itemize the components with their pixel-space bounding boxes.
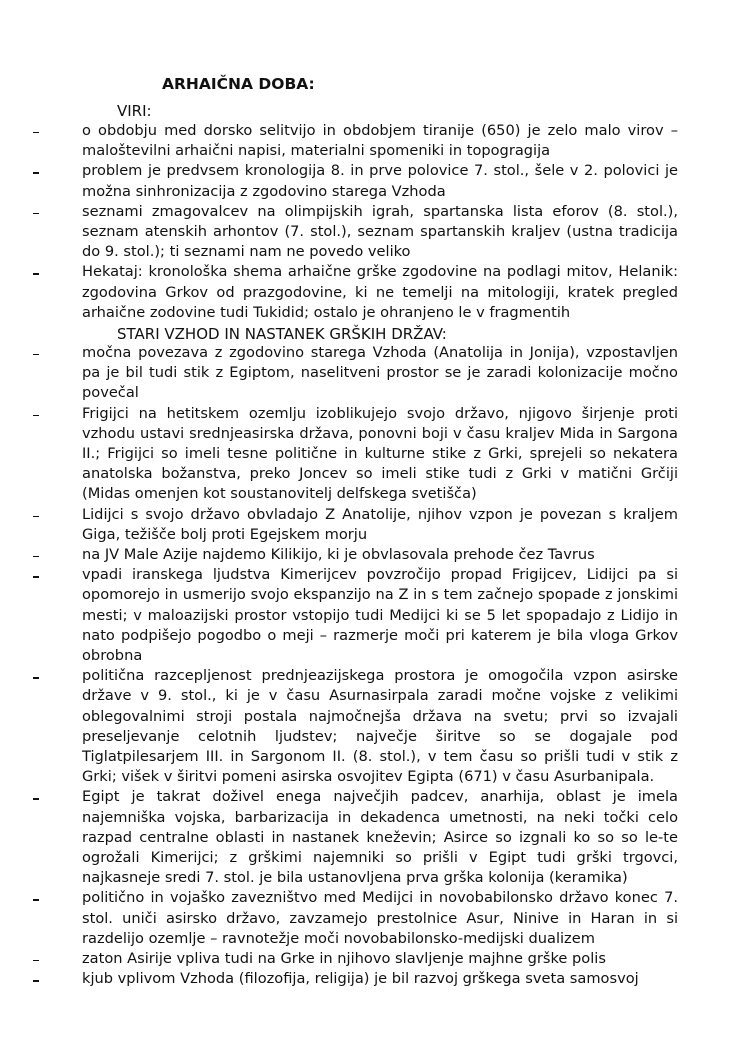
list-item bbox=[30, 121, 678, 161]
list-item bbox=[30, 969, 678, 989]
list-item bbox=[30, 949, 678, 969]
list-item-text: kjub vplivom Vzhoda (filozofija, religija) je bil razvoj grškega sveta samosvoj bbox=[82, 970, 639, 988]
list-item-text: politična razcepljenost prednjeazijskega prostora je omogočila vzpon asirske države v 9. stol., ki je v času Asurnasirpala zaradi močne vojske z velikimi oblegovalnimi stroji postala najmočnejša država na svetu; prvi so izvajali preseljevanje celotnih ljudstev; največje širitve so se dogajale pod Tiglatpilesarjem III. in Sargonom II. (8. stol.), v tem času so prišli tudi v stik z Grki; višek v širitvi pomeni asirska osvojitev Egipta (671) v času Asurbanipala. bbox=[82, 667, 678, 786]
document-title: ARHAIČNA DOBA: bbox=[162, 75, 315, 93]
list-item bbox=[30, 262, 678, 323]
list-item bbox=[30, 343, 678, 404]
list-item bbox=[30, 545, 678, 565]
bullet-list-viri bbox=[30, 121, 678, 323]
section-heading-viri: VIRI: bbox=[117, 102, 152, 120]
list-item bbox=[30, 666, 678, 787]
list-item-text: zaton Asirije vpliva tudi na Grke in njihovo slavljenje majhne grške polis bbox=[82, 950, 606, 968]
list-item bbox=[30, 161, 678, 201]
list-item-text: Egipt je takrat doživel enega največjih padcev, anarhija, oblast je imela najemniška vojska, barbarizacija in dekadenca umetnosti, na neki točki celo razpad centralne oblasti in nastanek kneževin; Asirce so izgnali ko so so le-te ogrožali Kimerijci; z grškimi najemniki so prišli v Egipt tudi grški trgovci, najkasneje sredi 7. stol. je bila ustanovljena prva grška kolonija (keramika) bbox=[82, 788, 678, 887]
list-item-text: o obdobju med dorsko selitvijo in obdobjem tiranije (650) je zelo malo virov – maloštevilni arhaični napisi, materialni spomeniki in topogragija bbox=[82, 122, 678, 160]
list-item bbox=[30, 404, 678, 505]
list-item bbox=[30, 565, 678, 666]
list-item-text: Lidijci s svojo državo obvladajo Z Anatolije, njihov vzpon je povezan s kraljem Giga, težišče bolj proti Egejskem morju bbox=[82, 505, 678, 543]
list-item-text: problem je predvsem kronologija 8. in prve polovice 7. stol., šele v 2. polovici je možna sinhronizacija z zgodovino starega Vzhoda bbox=[82, 162, 678, 200]
section-heading-stari-vzhod: STARI VZHOD IN NASTANEK GRŠKIH DRŽAV: bbox=[117, 325, 447, 343]
list-item-text: vpadi iranskega ljudstva Kimerijcev povzročijo propad Frigijcev, Lidijci pa si opomorejo in usmerijo svojo ekspanzijo na Z in s tem začnejo spopade z jonskimi mesti; v maloazijski prostor vstopijo tudi Medijci ki se 5 let spopadajo z Lidijo in nato podpišejo pogodbo o meji – razmerje moči pri katerem je bila vloga Grkov obrobna bbox=[82, 566, 678, 665]
list-item-text: Frigijci na hetitskem ozemlju izoblikujejo svojo državo, njigovo širjenje proti vzhodu ustavi srednjeasirska država, ponovni boji v času kraljev Mida in Sargona II.; Frigijci so imeli tesne politične in kulturne stike z Grki, sprejeli so nekatera anatolska božanstva, preko Joncev so imeli stike tudi z Grki v matični Grčiji (Midas omenjen kot soustanovitelj delfskega svetišča) bbox=[82, 404, 678, 503]
list-item-text: na JV Male Azije najdemo Kilikijo, ki je obvlasovala prehode čez Tavrus bbox=[82, 546, 595, 564]
list-item-text: Hekataj: kronološka shema arhaične grške zgodovine na podlagi mitov, Helanik: zgodovina Grkov od prazgodovine, ki ne temelji na mitologiji, kratek pregled arhaične zodovine tudi Tukidid; ostalo je ohranjeno le v fragmentih bbox=[82, 263, 678, 321]
bullet-list-stari-vzhod bbox=[30, 343, 678, 990]
list-item bbox=[30, 505, 678, 545]
list-item bbox=[30, 787, 678, 888]
list-item-text: politično in vojaško zavezništvo med Medijci in novobabilonsko državo konec 7. stol. uniči asirsko državo, zavzamejo prestolnice Asur, Ninive in Haran in si razdelijo ozemlje – ravnotežje moči novobabilonsko-medijski dualizem bbox=[82, 889, 678, 947]
list-item bbox=[30, 888, 678, 949]
list-item bbox=[30, 202, 678, 263]
list-item-text: močna povezava z zgodovino starega Vzhoda (Anatolija in Jonija), vzpostavljen pa je bil tudi stik z Egiptom, naselitveni prostor se je zaradi kolonizacije močno povečal bbox=[82, 344, 678, 402]
list-item-text: seznami zmagovalcev na olimpijskih igrah, spartanska lista eforov (8. stol.), seznam atenskih arhontov (7. stol.), seznam spartanskih kraljev (ustna tradicija do 9. stol.); ti seznami nam ne povedo veliko bbox=[82, 202, 678, 261]
